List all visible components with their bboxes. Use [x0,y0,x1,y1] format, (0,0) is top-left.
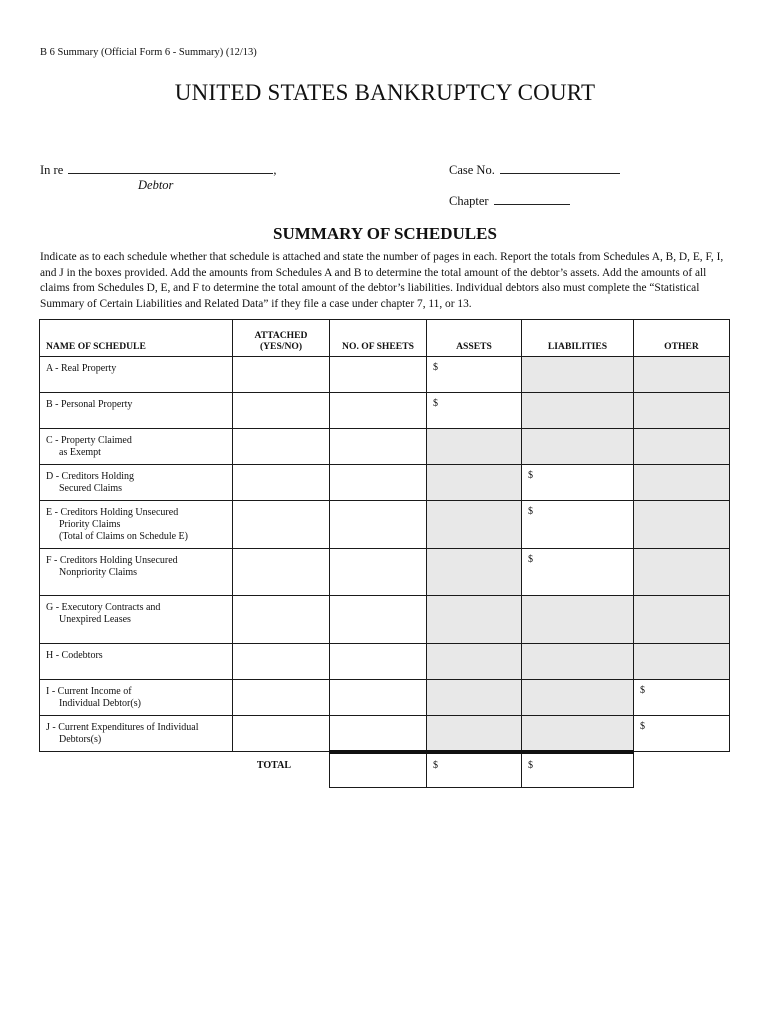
chapter-label: Chapter [449,194,489,208]
liabilities-cell-shaded [522,716,634,752]
schedule-name-line1: F - Creditors Holding Unsecured [46,555,178,566]
schedule-name-line2: Debtors(s) [59,734,102,745]
case-number-input[interactable] [500,162,620,174]
sheets-cell[interactable] [330,680,427,716]
schedule-name [40,429,233,465]
schedule-name [40,549,233,596]
attached-cell[interactable] [233,393,330,429]
other-cell-shaded [634,644,730,680]
attached-cell[interactable] [233,549,330,596]
schedule-name-line3: (Total of Claims on Schedule E) [59,531,188,542]
other-cell[interactable]: $ [634,680,730,716]
other-cell-shaded [634,357,730,393]
liabilities-cell-shaded [522,644,634,680]
sheets-cell[interactable] [330,716,427,752]
debtor-name-input[interactable] [68,162,273,174]
attached-cell[interactable] [233,465,330,501]
other-cell-shaded [634,501,730,549]
schedule-name-line1: I - Current Income of [46,686,132,697]
table-row [40,644,730,680]
other-cell-shaded [634,549,730,596]
liabilities-cell[interactable]: $ [522,549,634,596]
other-cell-shaded [634,429,730,465]
table-header-row [40,320,730,357]
schedule-name-line1: D - Creditors Holding [46,471,135,482]
schedule-name-line1: A - Real Property [46,363,117,374]
assets-cell-shaded [427,644,522,680]
schedules-table [39,319,730,788]
table-row [40,465,730,501]
other-cell-shaded [634,596,730,644]
attached-cell[interactable] [233,501,330,549]
table-row [40,549,730,596]
liabilities-cell-shaded [522,393,634,429]
assets-cell-shaded [427,716,522,752]
attached-cell[interactable] [233,680,330,716]
assets-cell[interactable]: $ [427,357,522,393]
col-header-attached-line2: (YES/NO) [259,341,303,352]
total-other-empty [634,752,730,788]
table-row [40,680,730,716]
sheets-cell[interactable] [330,549,427,596]
assets-cell-shaded [427,596,522,644]
other-cell-shaded [634,465,730,501]
instructions: Indicate as to each schedule whether that schedule is attached and state the number of pages in each. Report the totals from Schedules A, B, D, E, F, I, and J in the boxes provided. Add the amounts from Schedules A and B to determine the total amount of the debtor’s assets. Add the amounts of all claims from Schedules D, E, and F to determine the total amount of the debtor’s liabilities. Individual debtors also must complete the “Statistical Summary of Certain Liabilities and Related Data” if they file a case under chapter 7, 11, or 13. [40,251,724,310]
table-row [40,501,730,549]
col-header-attached-line1: ATTACHED [254,330,308,341]
schedule-name-line2: Individual Debtor(s) [59,698,141,709]
form-id: B 6 Summary (Official Form 6 - Summary) (12/13) [40,47,257,58]
sheets-cell[interactable] [330,596,427,644]
table-row [40,429,730,465]
attached-cell[interactable] [233,716,330,752]
sheets-cell[interactable] [330,644,427,680]
schedule-name-line1: G - Executory Contracts and [46,602,161,613]
sheets-cell[interactable] [330,357,427,393]
col-header-sheets: NO. OF SHEETS [330,320,427,357]
assets-cell-shaded [427,549,522,596]
schedule-name-line1: B - Personal Property [46,399,133,410]
schedule-name-line2: Unexpired Leases [59,614,131,625]
schedule-name-line2: as Exempt [59,447,101,458]
schedule-name [40,465,233,501]
schedule-name [40,716,233,752]
other-cell-shaded [634,393,730,429]
schedule-name-line1: H - Codebtors [46,650,103,661]
chapter-field [449,193,570,209]
liabilities-cell-shaded [522,596,634,644]
total-label: TOTAL [256,760,291,771]
assets-cell-shaded [427,680,522,716]
liabilities-cell[interactable]: $ [522,465,634,501]
total-liabilities-cell[interactable]: $ [522,752,634,788]
schedule-name-line2: Secured Claims [59,483,123,494]
in-re-label: In re [40,163,64,177]
assets-cell-shaded [427,429,522,465]
attached-cell[interactable] [233,357,330,393]
table-row [40,393,730,429]
court-title-text: UNITED STATES BANKRUPTCY COURT [174,80,596,105]
schedule-name [40,357,233,393]
attached-cell[interactable] [233,429,330,465]
sheets-cell[interactable] [330,393,427,429]
col-header-assets: ASSETS [427,320,522,357]
debtor-label: Debtor [138,178,174,192]
table-row [40,357,730,393]
sheets-cell[interactable] [330,429,427,465]
chapter-input[interactable] [494,193,570,205]
schedule-name [40,596,233,644]
schedule-name-line2: Priority Claims [59,519,121,530]
schedule-name-line1: C - Property Claimed [46,435,132,446]
table-row [40,596,730,644]
total-assets-cell[interactable]: $ [427,752,522,788]
schedule-name-line1: E - Creditors Holding Unsecured [46,507,179,518]
liabilities-cell-shaded [522,357,634,393]
sheets-cell[interactable] [330,501,427,549]
assets-cell-shaded [427,501,522,549]
total-sheets-cell[interactable] [330,752,427,788]
sheets-cell[interactable] [330,465,427,501]
attached-cell[interactable] [233,596,330,644]
assets-cell-shaded [427,465,522,501]
case-number-field [449,162,620,178]
col-header-liabilities: LIABILITIES [522,320,634,357]
table-row [40,716,730,752]
total-row [40,752,730,788]
col-header-name: NAME OF SCHEDULE [40,320,233,357]
liabilities-cell[interactable]: $ [522,501,634,549]
case-number-label: Case No. [449,163,495,177]
liabilities-cell-shaded [522,429,634,465]
court-title [0,80,770,106]
col-header-other: OTHER [634,320,730,357]
other-cell[interactable]: $ [634,716,730,752]
schedule-name [40,644,233,680]
assets-cell[interactable]: $ [427,393,522,429]
schedule-name [40,680,233,716]
schedule-name [40,393,233,429]
liabilities-cell-shaded [522,680,634,716]
in-re-field [40,162,277,178]
schedule-name-line1: J - Current Expenditures of Individual [46,722,199,733]
schedule-name [40,501,233,549]
col-header-attached [233,320,330,357]
summary-title: SUMMARY OF SCHEDULES [273,224,497,243]
attached-cell[interactable] [233,644,330,680]
schedule-name-line2: Nonpriority Claims [59,567,138,578]
comma: , [273,163,277,177]
